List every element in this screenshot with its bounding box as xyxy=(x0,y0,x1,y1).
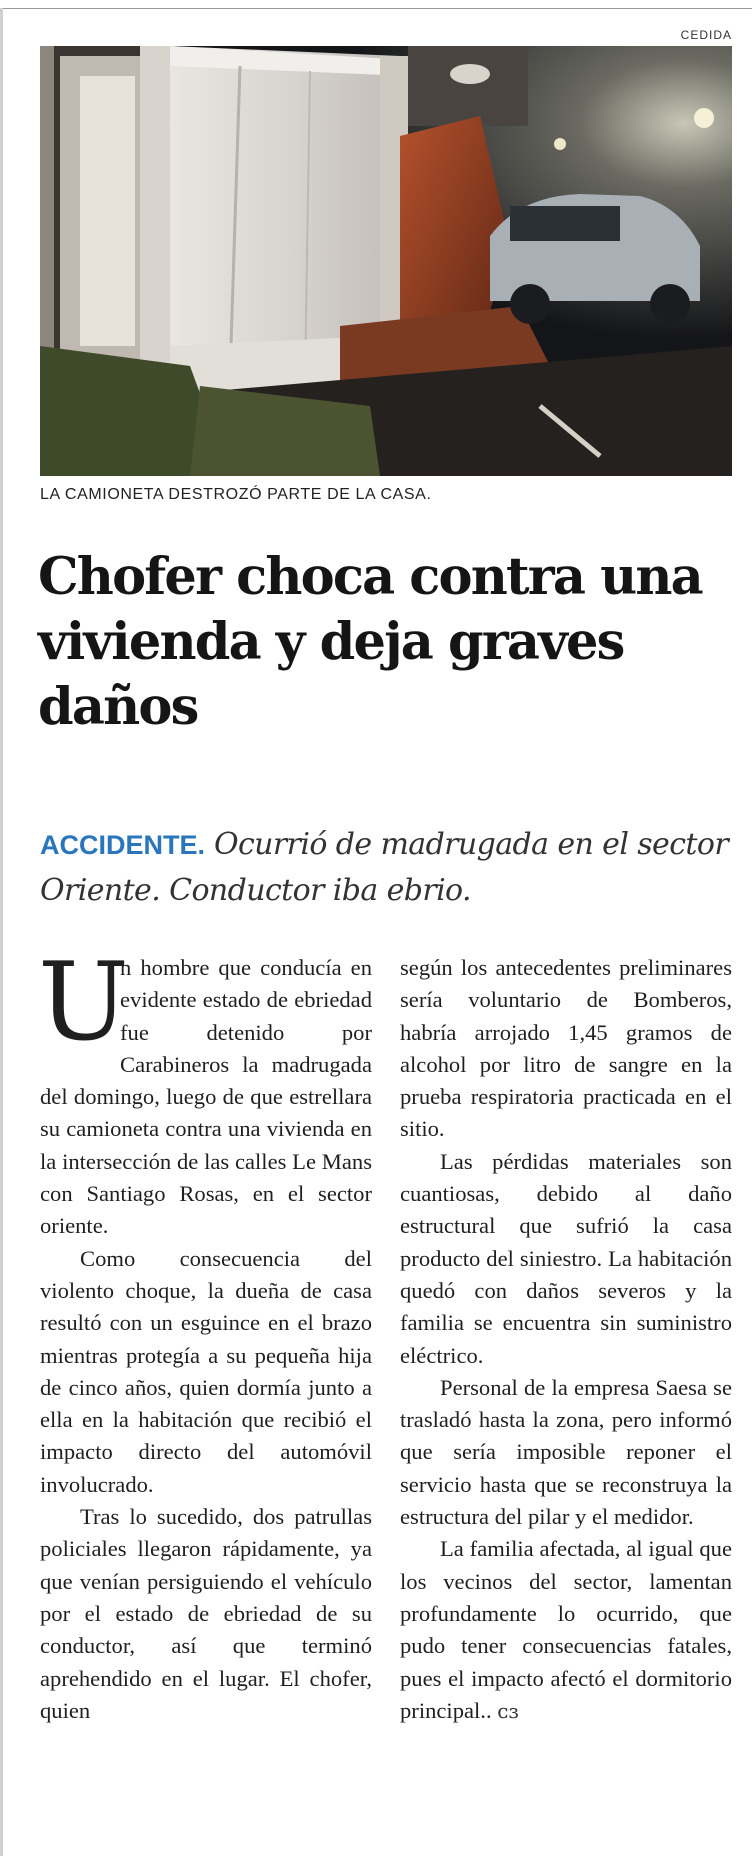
subhead xyxy=(40,822,730,914)
paragraph-1 xyxy=(38,940,372,1243)
paragraph-3-continued: según los antecedentes preliminares sería voluntario de Bomberos, habría arrojado 1,45 gramos de alcohol por litro de sangre en la prueba respiratoria practicada en el sitio. xyxy=(400,955,732,1142)
article-photo xyxy=(40,46,732,476)
top-rule xyxy=(0,8,752,9)
deck-text: Ocurrió de madrugada en el sector Oriente. Conductor iba ebrio. xyxy=(40,827,729,908)
paragraph-6-text: La familia afectada, al igual que los vecinos del sector, lamentan profundamente lo ocurrido, que pudo tener consecuencias fatales, pues el impacto afectó el dormitorio principal.. xyxy=(400,1536,732,1723)
end-mark-icon: ᴄɜ xyxy=(497,1698,519,1723)
left-rule xyxy=(0,8,3,1856)
drop-cap: U xyxy=(38,940,130,1065)
paragraph-5: Personal de la empresa Saesa se trasladó hasta la zona, pero informó que sería imposible reponer el servicio hasta que se reconstruya la estructura del pilar y el medidor. xyxy=(400,1374,732,1530)
paragraph-6 xyxy=(400,1533,732,1727)
kicker-label: ACCIDENTE. xyxy=(40,830,206,860)
paragraph-1-text: n hombre que conducía en evidente estado de ebriedad fue detenido por Carabineros la madrugada del domingo, luego de que estrellara su camioneta contra una vivienda en la intersección de las calles Le Mans con Santiago Rosas, en el sector oriente. xyxy=(40,955,372,1239)
paragraph-4: Las pérdidas materiales son cuantiosas, debido al daño estructural que sufrió la casa producto del siniestro. La habitación quedó con daños severos y la familia se encuentra sin suministro eléctrico. xyxy=(400,1148,732,1368)
paragraph-3: Tras lo sucedido, dos patrullas policiales llegaron rápidamente, ya que venían persiguiendo el vehículo por el estado de ebriedad de su conductor, así que terminó aprehendido en el lugar. El chofer, quien xyxy=(40,1504,372,1723)
photo-caption: LA CAMIONETA DESTROZÓ PARTE DE LA CASA. xyxy=(40,486,432,503)
photo-credit: CEDIDA xyxy=(680,28,732,42)
column-left xyxy=(38,940,372,1727)
headline: Chofer choca contra una vivienda y deja graves daños xyxy=(38,547,702,737)
column-right xyxy=(400,952,732,1727)
paragraph-2: Como consecuencia del violento choque, la dueña de casa resultó con un esguince en el brazo mientras protegía a su pequeña hija de cinco años, quien dormía junto a ella en la habitación que recibió el impacto directo del automóvil involucrado. xyxy=(40,1245,372,1497)
